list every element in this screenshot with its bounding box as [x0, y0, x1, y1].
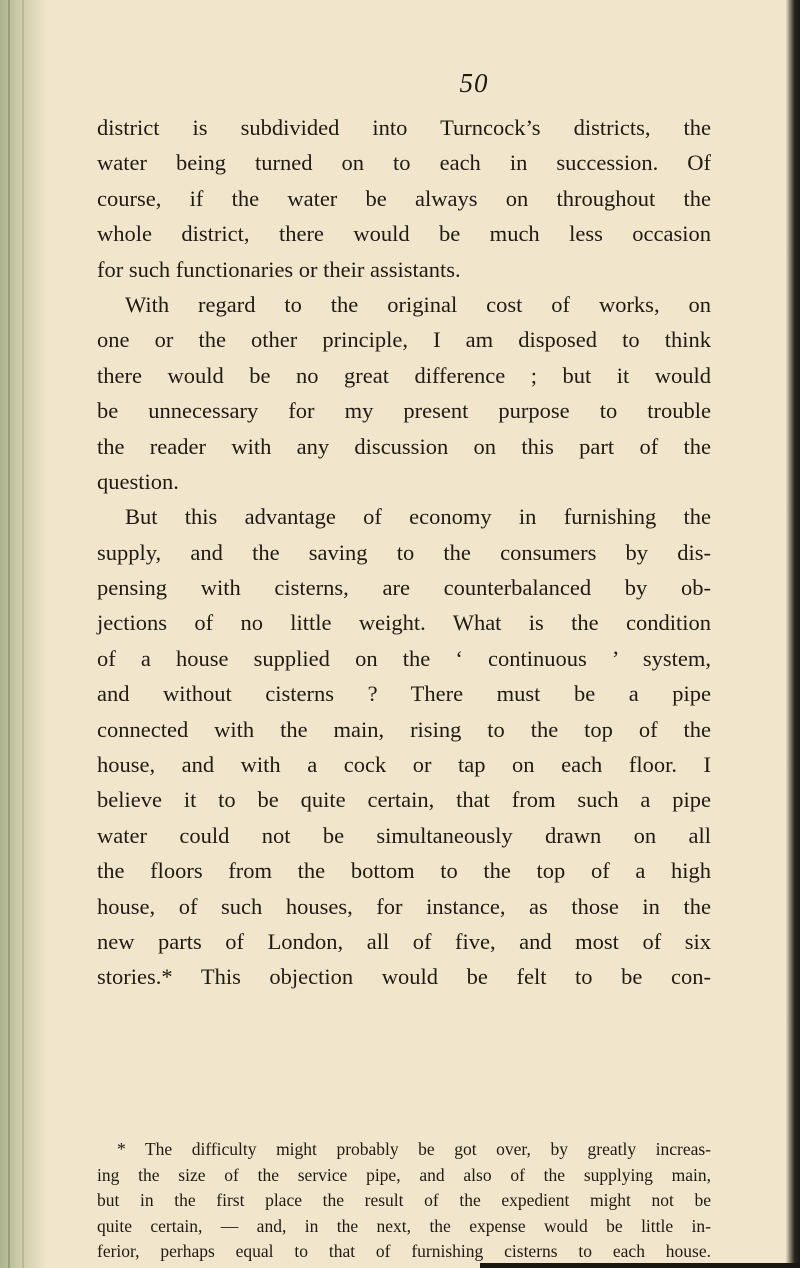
- text-line: district is subdivided into Turncock’s districts, the: [97, 115, 711, 140]
- text-line: house, of such houses, for instance, as those in the: [97, 893, 711, 919]
- text-line: the reader with any discussion on this part of the: [97, 433, 711, 459]
- text-line: water being turned on to each in succession. Of: [97, 150, 711, 176]
- binding-edge-line: [22, 0, 24, 1268]
- text-line: be unnecessary for my present purpose to trouble: [97, 398, 711, 424]
- footnote: [97, 1137, 711, 1265]
- text-line: and without cisterns ? There must be a pipe: [97, 681, 711, 707]
- footnote-line: quite certain, — and, in the next, the expense would be little in-: [97, 1215, 711, 1236]
- text-line: for such functionaries or their assistants.: [97, 256, 461, 282]
- text-line: pensing with cisterns, are counterbalanced by ob-: [97, 575, 711, 601]
- text-line: of a house supplied on the ‘ continuous ’ system,: [97, 645, 711, 671]
- text-line: question.: [97, 468, 179, 494]
- footnote-line: ferior, perhaps equal to that of furnishing cisterns to each house.: [97, 1241, 711, 1262]
- text-line: But this advantage of economy in furnishing the: [125, 504, 711, 530]
- text-line: course, if the water be always on throughout the: [97, 185, 711, 211]
- page-number: 50: [459, 68, 489, 98]
- footnote-line: * The difficulty might probably be got over, by greatly increas-: [117, 1139, 711, 1159]
- footnote-line: ing the size of the service pipe, and also of the supplying main,: [97, 1164, 711, 1185]
- text-line: whole district, there would be much less occasion: [97, 221, 711, 247]
- footnote-line: but in the first place the result of the expedient might not be: [97, 1190, 711, 1211]
- text-line: there would be no great difference ; but it would: [97, 362, 711, 388]
- text-line: the floors from the bottom to the top of a high: [97, 858, 711, 884]
- text-line: water could not be simultaneously drawn on all: [97, 822, 711, 848]
- text-line: With regard to the original cost of works, on: [125, 291, 711, 317]
- text-line: supply, and the saving to the consumers by dis-: [97, 539, 711, 565]
- text-line: connected with the main, rising to the top of the: [97, 716, 711, 742]
- text-line: stories.* This objection would be felt to be con-: [97, 964, 711, 990]
- body-text: [97, 110, 711, 995]
- text-line: house, and with a cock or tap on each floor. I: [97, 752, 711, 778]
- text-line: one or the other principle, I am disposed to think: [97, 327, 711, 353]
- text-line: new parts of London, all of five, and most of six: [97, 928, 711, 954]
- page-right-edge: [786, 0, 800, 1268]
- binding-edge-line: [8, 0, 10, 1268]
- text-line: jections of no little weight. What is the condition: [97, 610, 711, 636]
- text-line: believe it to be quite certain, that from such a pipe: [97, 787, 711, 813]
